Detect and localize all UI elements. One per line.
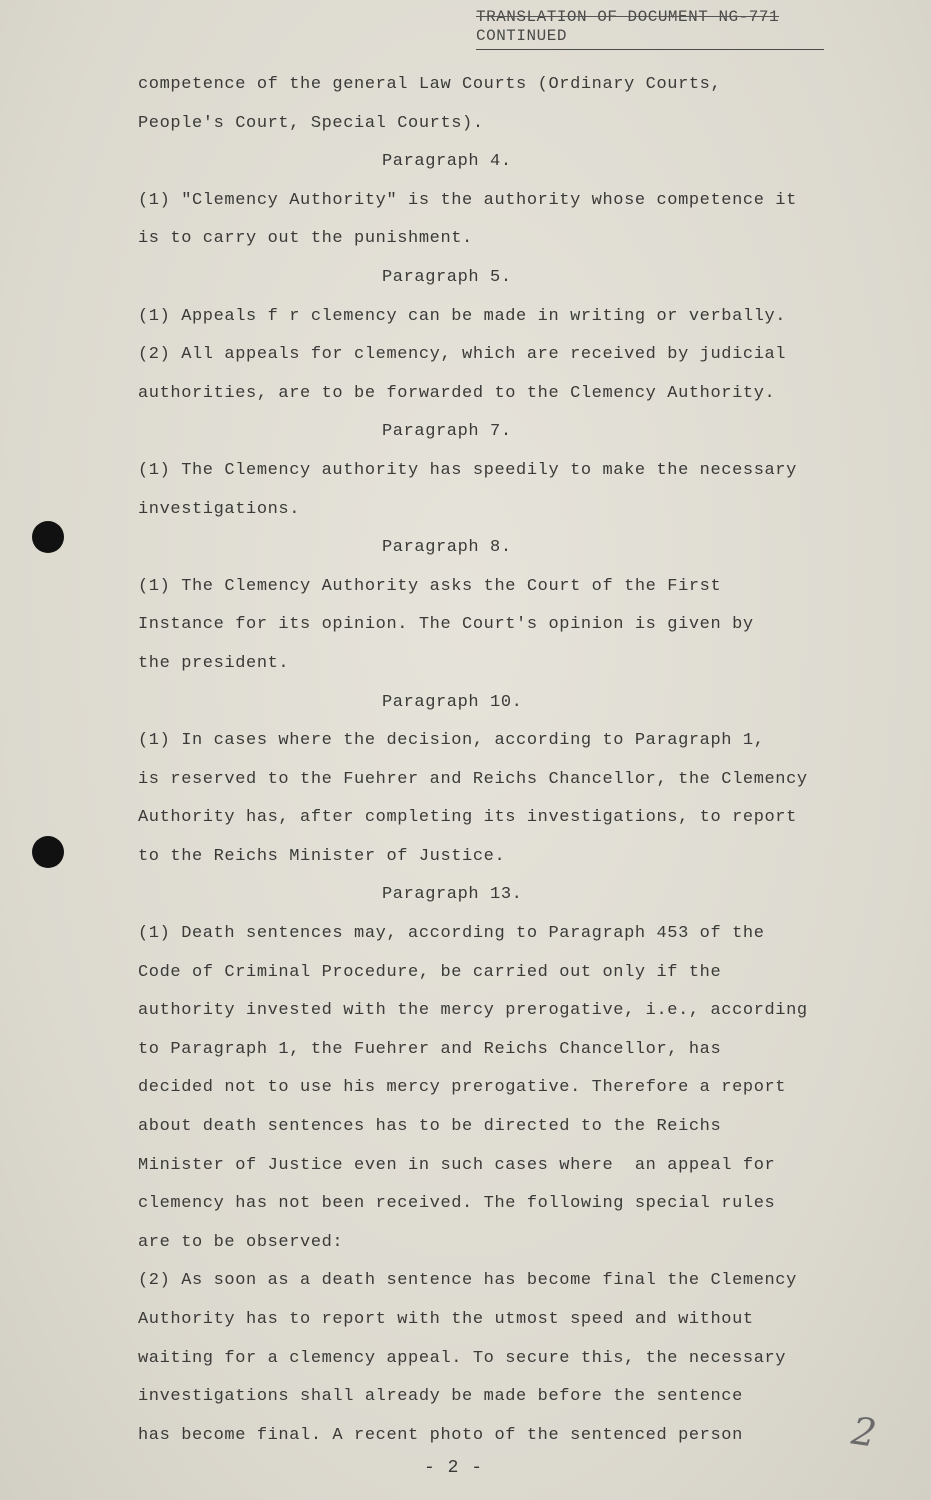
text-line: Code of Criminal Procedure, be carried out only if the [138,962,722,982]
text-line: (1) Death sentences may, according to Paragraph 453 of the [138,924,765,944]
text-line: (1) "Clemency Authority" is the authority whose competence it [138,190,797,210]
text-line: competence of the general Law Courts (Ordinary Courts, [138,75,722,94]
text-line: authority invested with the mercy prerogative, i.e., according [138,1001,808,1021]
text-line: about death sentences has to be directed to the Reichs [138,1117,722,1137]
page-number: - 2 - [424,1458,484,1478]
text-line: investigations shall already be made before the sentence [138,1387,743,1407]
text-line: to the Reichs Minister of Justice. [138,846,506,866]
text-line: (2) As soon as a death sentence has become final the Clemency [138,1271,797,1291]
text-line: (1) The Clemency Authority asks the Court of the First [138,576,722,596]
text-line: authorities, are to be forwarded to the Clemency Authority. [138,383,776,403]
header-title: TRANSLATION OF DOCUMENT NG-771 [476,8,780,26]
text-line: waiting for a clemency appeal. To secure this, the necessary [138,1348,787,1368]
text-line: investigations. [138,499,301,519]
document-header [476,8,826,50]
text-line: Instance for its opinion. The Court's opinion is given by [138,615,754,635]
text-line: Minister of Justice even in such cases where an appeal for [138,1155,776,1175]
punch-hole-top [32,521,64,553]
text-line: People's Court, Special Courts). [138,113,484,133]
text-line: has become final. A recent photo of the sentenced person [138,1425,743,1445]
paragraph-heading: Paragraph 4. [382,152,512,172]
document-body [138,66,868,1455]
punch-hole-bottom [32,836,64,868]
text-line: (2) All appeals for clemency, which are received by judicial [138,345,787,365]
header-continued: CONTINUED [476,27,567,45]
paragraph-heading: Paragraph 7. [382,422,512,442]
text-line: to Paragraph 1, the Fuehrer and Reichs Chancellor, has [138,1039,722,1059]
paragraph-heading: Paragraph 8. [382,538,512,558]
handwritten-page-mark: 2 [849,1408,880,1456]
paragraph-heading: Paragraph 10. [382,692,523,712]
text-line: clemency has not been received. The following special rules [138,1194,776,1214]
text-line: decided not to use his mercy prerogative. Therefore a report [138,1078,787,1098]
paragraph-heading: Paragraph 5. [382,267,512,287]
text-line: is reserved to the Fuehrer and Reichs Chancellor, the Clemency [138,769,808,789]
paragraph-heading: Paragraph 13. [382,885,523,905]
text-line: (1) Appeals f r clemency can be made in writing or verbally. [138,306,787,326]
text-line: (1) In cases where the decision, according to Paragraph 1, [138,731,765,751]
text-line: the president. [138,653,290,673]
text-line: is to carry out the punishment. [138,229,473,249]
header-underline [476,49,824,50]
text-line: are to be observed: [138,1232,344,1252]
text-line: Authority has, after completing its investigations, to report [138,808,797,828]
text-line: Authority has to report with the utmost speed and without [138,1310,754,1329]
text-line: (1) The Clemency authority has speedily to make the necessary [138,460,797,480]
